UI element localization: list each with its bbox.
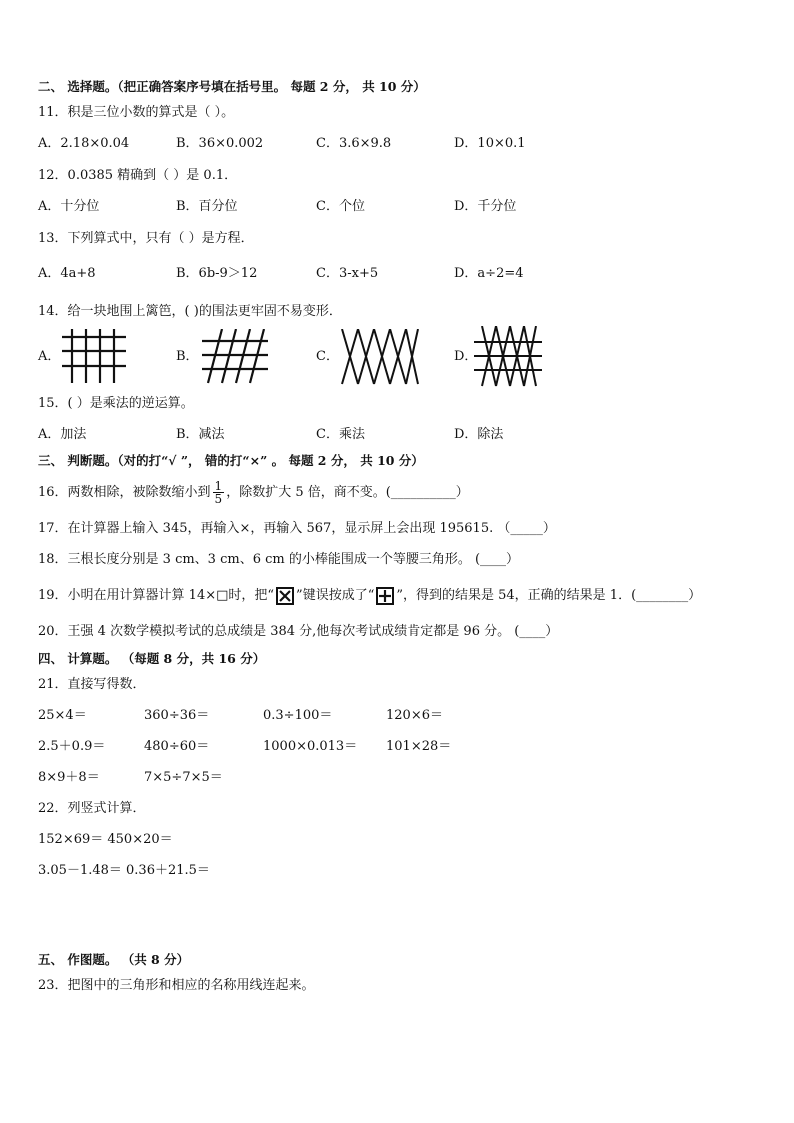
q12-option-d: D．千分位 — [454, 199, 517, 214]
q13-option-c: C．3-x+5 — [316, 266, 379, 281]
fence-zigzag-rails-figure — [474, 326, 544, 388]
question-18: 18．三根长度分别是 3 cm、3 cm、6 cm 的小棒能围成一个等腰三角形。 (____） — [38, 552, 520, 567]
q15-option-b: B．减法 — [176, 427, 225, 442]
calc-item: 0.3÷100＝ — [263, 708, 333, 723]
question-23: 23．把图中的三角形和相应的名称用线连起来。 — [38, 978, 315, 993]
question-15-stem: 15．( ）是乘法的逆运算。 — [38, 396, 194, 411]
calc-item: 2.5＋0.9＝ — [38, 739, 106, 754]
q11-option-d: D．10×0.1 — [454, 136, 526, 151]
plus-key-icon — [376, 587, 394, 605]
calc-item: 1000×0.013＝ — [263, 739, 358, 754]
fraction-one-fifth: $\frac{1}{5}$ — [214, 479, 223, 506]
question-12-stem: 12．0.0385 精确到（ ）是 0.1． — [38, 168, 238, 183]
fence-zigzag-figure — [340, 329, 420, 385]
question-22-stem: 22．列竖式计算． — [38, 801, 146, 816]
question-19 — [38, 584, 701, 608]
calc-item: 120×6＝ — [386, 708, 443, 723]
q14-option-a: A． — [38, 349, 61, 364]
times-key-icon — [276, 587, 294, 605]
section-3-header: 三、 判断题。（对的打“√ ”， 错的打“×” 。 每题 2 分， 共 10 分） — [38, 453, 424, 468]
calc-item: 7×5÷7×5＝ — [144, 770, 223, 785]
fence-grid-square-figure — [62, 329, 128, 385]
q15-option-a: A．加法 — [38, 427, 87, 442]
q22-row-2: 3.05－1.48＝ 0.36＋21.5＝ — [38, 863, 210, 878]
question-11-stem: 11．积是三位小数的算式是（ ）。 — [38, 105, 235, 120]
q14-option-b: B． — [176, 349, 199, 364]
q15-option-c: C．乘法 — [316, 427, 365, 442]
q13-option-a: A．4a+8 — [38, 266, 96, 281]
q12-option-c: C．个位 — [316, 199, 365, 214]
question-14-stem: 14．给一块地围上篱笆，( )的围法更牢固不易变形． — [38, 304, 342, 319]
q13-option-b: B．6b-9＞12 — [176, 266, 258, 281]
fence-grid-slanted-figure — [200, 329, 272, 385]
question-13-stem: 13．下列算式中，只有（ ）是方程． — [38, 231, 254, 246]
q13-option-d: D．a÷2=4 — [454, 266, 524, 281]
q16-text-post: ，除数扩大 5 倍，商不变。(__________） — [226, 485, 469, 500]
q11-option-c: C．3.6×9.8 — [316, 136, 392, 151]
question-17: 17．在计算器上输入 345，再输入×，再输入 567，显示屏上会出现 195615. （_____） — [38, 521, 556, 536]
q12-option-a: A．十分位 — [38, 199, 100, 214]
question-20: 20．王强 4 次数学模拟考试的总成绩是 384 分,他每次考试成绩肯定都是 96 分。 (____） — [38, 624, 559, 639]
q19-text-mid: ”键误按成了“ — [296, 588, 375, 603]
calc-item: 360÷36＝ — [144, 708, 210, 723]
question-21-stem: 21．直接写得数． — [38, 677, 146, 692]
q11-option-a: A．2.18×0.04 — [38, 136, 130, 151]
calc-item: 8×9＋8＝ — [38, 770, 100, 785]
q14-option-c: C． — [316, 349, 339, 364]
q11-option-b: B．36×0.002 — [176, 136, 264, 151]
question-16 — [38, 480, 469, 505]
q15-option-d: D．除法 — [454, 427, 504, 442]
section-5-header: 五、 作图题。 （共 8 分） — [38, 952, 190, 967]
q19-text-post: ”，得到的结果是 54，正确的结果是 1．(________） — [396, 588, 702, 603]
calc-item: 25×4＝ — [38, 708, 87, 723]
section-2-header: 二、 选择题。（把正确答案序号填在括号里。 每题 2 分， 共 10 分） — [38, 79, 426, 94]
q14-option-d: D． — [454, 349, 478, 364]
q16-text-pre: 16．两数相除，被除数缩小到 — [38, 485, 211, 500]
q12-option-b: B．百分位 — [176, 199, 238, 214]
calc-item: 480÷60＝ — [144, 739, 210, 754]
q19-text-pre: 19．小明在用计算器计算 14×□时，把“ — [38, 588, 275, 603]
section-4-header: 四、 计算题。 （每题 8 分，共 16 分） — [38, 651, 266, 666]
calc-item: 101×28＝ — [386, 739, 452, 754]
q22-row-1: 152×69＝ 450×20＝ — [38, 832, 173, 847]
